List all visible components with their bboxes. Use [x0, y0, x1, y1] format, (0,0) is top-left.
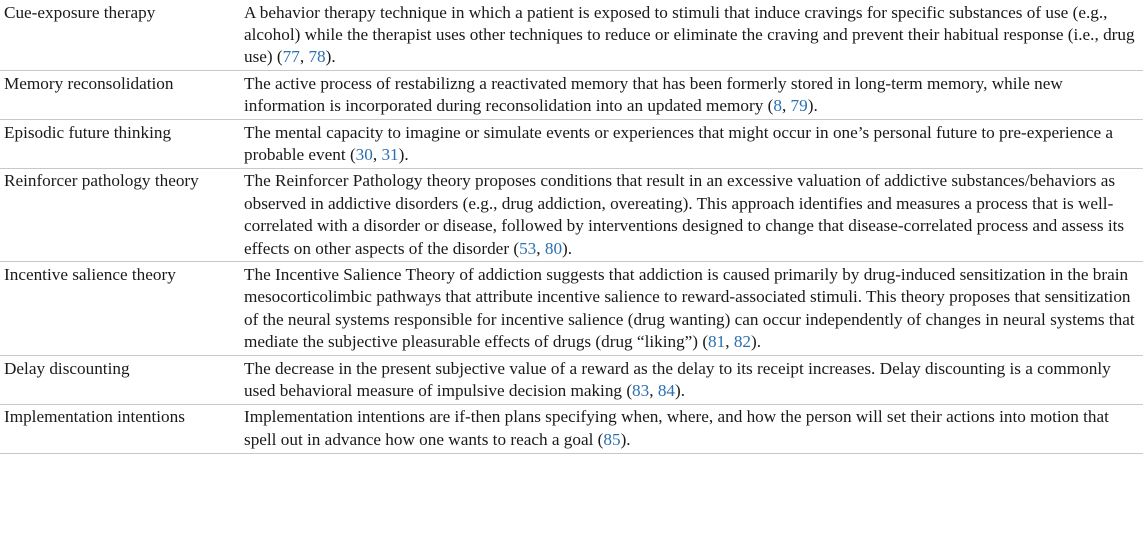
reference-link[interactable]: 85 [603, 429, 621, 449]
definition-suffix: ). [325, 47, 336, 67]
definition-cell: The active process of restabilizng a reactivated memory that has been formerly stored in long-term memory, while new information is incorporated during reconsolidation into an updated memory (8, 79). [240, 71, 1143, 120]
reference-link[interactable]: 84 [657, 381, 676, 400]
table-row [0, 0, 1143, 71]
definition-cell: The Reinforcer Pathology theory proposes conditions that result in an excessive valuation of addictive substances/behaviors as observed in addictive disorders (e.g., drug addiction, overeating). This approach identifies and measures a process that is well-correlated with a disorder or disease, followed by interventions designed to change that disease-correlated process and assess its effects on other aspects of the disorder (53, 80). [240, 168, 1143, 262]
definition-text: Implementation intentions are if-then plans specifying when, where, and how the person will set their actions into motion that spell out in advance how one wants to reach a goal ( [244, 407, 1109, 449]
reference-link[interactable]: 53 [519, 238, 537, 258]
definition-suffix: ). [675, 381, 686, 400]
definition-suffix: ). [562, 238, 573, 258]
table-row [0, 168, 1143, 262]
definition-suffix: ). [807, 96, 818, 116]
reference-link[interactable]: 79 [790, 96, 808, 116]
reference-link[interactable]: 80 [544, 238, 563, 258]
table-row [0, 120, 1143, 169]
term-cell: Memory reconsolidation [0, 71, 240, 120]
definition-suffix: ). [751, 332, 762, 352]
term-cell: Reinforcer pathology theory [0, 168, 240, 262]
term-cell: Episodic future thinking [0, 120, 240, 169]
definition-text: The Reinforcer Pathology theory proposes conditions that result in an excessive valuation of addictive substances/behaviors as observed in addictive disorders (e.g., drug addiction, overeating). This approach identifies and measures a process that is well-correlated with a disorder or disease, followed by interventions designed to change that disease-correlated process and assess its effects on other aspects of the disorder ( [244, 171, 1125, 258]
term-cell: Incentive salience theory [0, 262, 240, 356]
term-cell: Delay discounting [0, 356, 240, 405]
term-cell: Cue-exposure therapy [4, 2, 156, 22]
definition-suffix: ). [398, 144, 409, 164]
definition-cell: A behavior therapy technique in which a patient is exposed to stimuli that induce cravings for specific substances of use (e.g., alcohol) while the therapist uses other techniques to reduce or eliminate the craving and prevent their habitual response (i.e., drug use) (77, 78). [244, 2, 1135, 67]
table-row [0, 262, 1143, 356]
definition-text: The decrease in the present subjective value of a reward as the delay to its receipt increases. Delay discounting is a commonly used behavioral measure of impulsive decision making ( [244, 358, 1111, 400]
definition-text: The active process of restabilizng a reactivated memory that has been formerly stored in long-term memory, while new information is incorporated during reconsolidation into an updated memory ( [244, 73, 1063, 116]
reference-link[interactable]: 81 [708, 332, 726, 352]
definition-text: A behavior therapy technique in which a patient is exposed to stimuli that induce cravings for specific substances of use (e.g., alcohol) while the therapist uses other techniques to reduce or eliminate the craving and prevent their habitual response (i.e., drug use) ( [244, 2, 1135, 67]
definition-suffix: ). [620, 429, 631, 449]
definition-cell: The decrease in the present subjective value of a reward as the delay to its receipt increases. Delay discounting is a commonly used behavioral measure of impulsive decision making (83, 84). [240, 356, 1143, 405]
table-row [0, 71, 1143, 120]
reference-link[interactable]: 82 [733, 332, 752, 352]
definition-text: The Incentive Salience Theory of addiction suggests that addiction is caused primarily by drug-induced sensitization in the brain mesocorticolimbic pathways that attribute incentive salience to reward-associated stimuli. This theory proposes that sensitization of the neural systems responsible for incentive salience (drug wanting) can occur independently of changes in neural systems that mediate the subjective pleasurable effects of drugs (drug “liking”) ( [244, 264, 1135, 352]
term-cell: Implementation intentions [0, 404, 240, 453]
reference-link[interactable]: 8 [773, 96, 782, 116]
table-row [0, 356, 1143, 405]
reference-link[interactable]: 83 [632, 381, 650, 400]
definition-cell: The Incentive Salience Theory of addiction suggests that addiction is caused primarily by drug-induced sensitization in the brain mesocorticolimbic pathways that attribute incentive salience to reward-associated stimuli. This theory proposes that sensitization of the neural systems responsible for incentive salience (drug wanting) can occur independently of changes in neural systems that mediate the subjective pleasurable effects of drugs (drug “liking”) (81, 82). [240, 262, 1143, 356]
reference-link[interactable]: 30 [355, 144, 373, 164]
reference-link[interactable]: 77 [282, 47, 300, 67]
definition-text: The mental capacity to imagine or simulate events or experiences that might occur in one’s personal future to pre-experience a probable event ( [244, 122, 1114, 164]
reference-link[interactable]: 31 [381, 144, 399, 164]
definition-cell [240, 404, 1143, 453]
reference-link[interactable]: 78 [308, 47, 326, 67]
definition-cell: The mental capacity to imagine or simulate events or experiences that might occur in one’s personal future to pre-experience a probable event (30, 31). [240, 120, 1143, 169]
table-row [0, 404, 1143, 453]
